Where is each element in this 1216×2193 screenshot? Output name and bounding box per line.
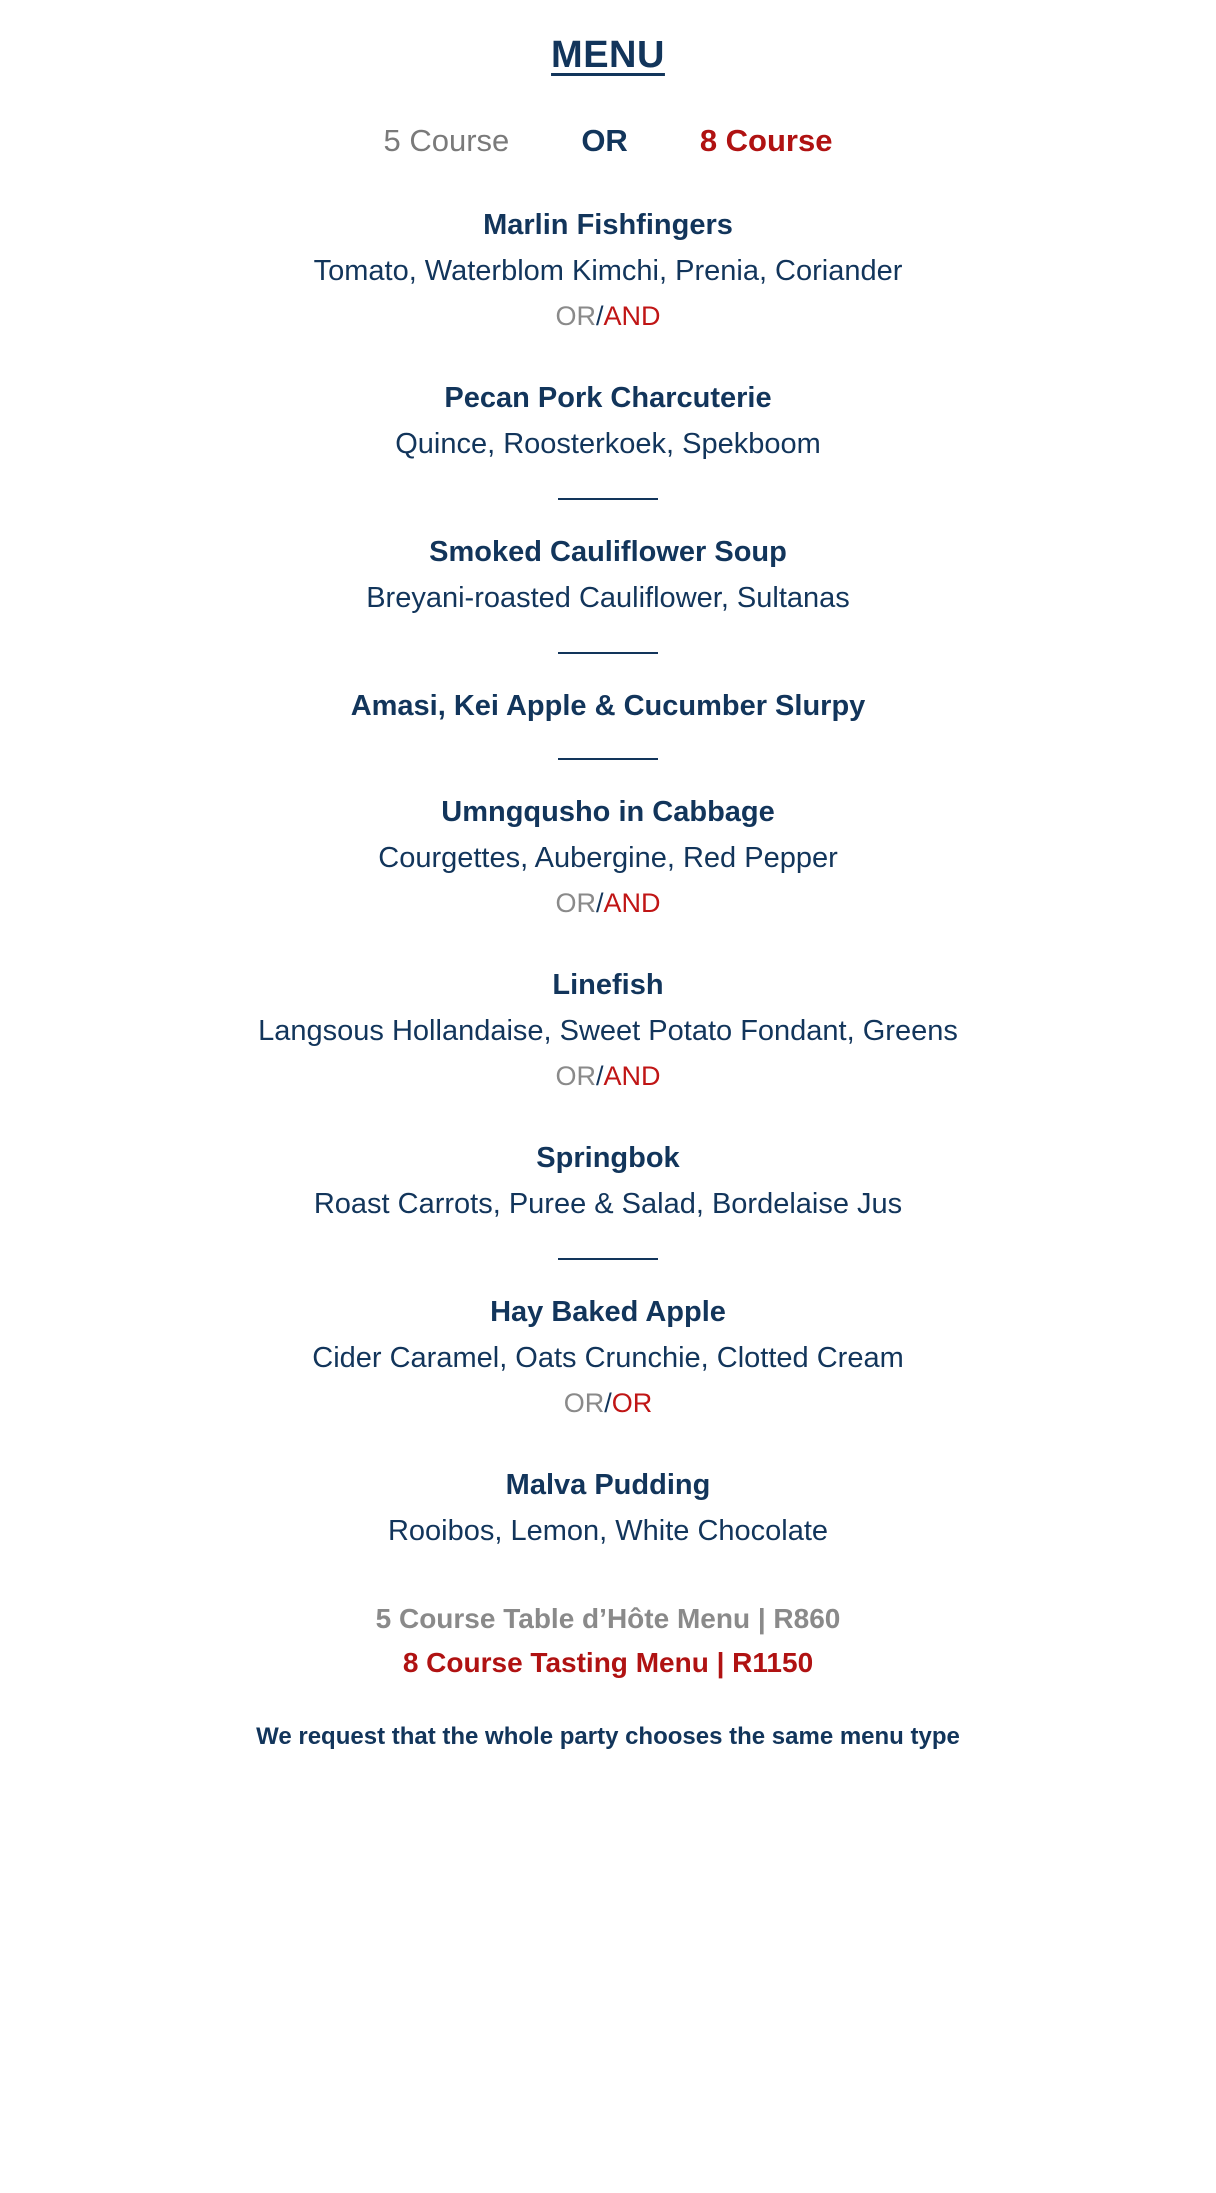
- connector-or: OR: [555, 1061, 596, 1092]
- section-divider: [558, 652, 658, 654]
- course-option-separator: OR: [581, 123, 628, 158]
- dish-name: Pecan Pork Charcuterie: [444, 382, 772, 415]
- connector-slash: /: [604, 1388, 612, 1419]
- dish-description: Tomato, Waterblom Kimchi, Prenia, Coriander: [313, 255, 903, 288]
- connector-or-red: OR: [611, 1388, 653, 1419]
- course-item: [0, 380, 1216, 464]
- connector-slash: /: [595, 888, 604, 919]
- section-divider: [558, 1258, 658, 1260]
- course-item: [0, 688, 1216, 724]
- course-choice-row: [0, 123, 1216, 159]
- connector-and: AND: [603, 300, 661, 331]
- price-eight-course: 8 Course Tasting Menu | R1150: [402, 1647, 814, 1679]
- dish-description: Cider Caramel, Oats Crunchie, Clotted Cream: [312, 1342, 904, 1375]
- course-item: [0, 967, 1216, 1094]
- connector-or: OR: [555, 888, 596, 919]
- dish-description: Rooibos, Lemon, White Chocolate: [387, 1515, 829, 1548]
- or-and-connector: [0, 299, 1216, 334]
- course-item: [0, 1140, 1216, 1224]
- course-option-5: 5 Course: [383, 123, 510, 158]
- course-item: [0, 207, 1216, 334]
- connector-slash: /: [595, 300, 604, 331]
- or-and-connector: [0, 1059, 1216, 1094]
- party-note: We request that the whole party chooses the same menu type: [256, 1723, 960, 1751]
- dish-name: Hay Baked Apple: [490, 1296, 726, 1329]
- course-item: [0, 1294, 1216, 1421]
- connector-and: AND: [603, 888, 661, 919]
- section-divider: [558, 498, 658, 500]
- price-five-course: 5 Course Table d’Hôte Menu | R860: [375, 1603, 841, 1635]
- page-title: MENU: [551, 34, 665, 76]
- dish-description: Roast Carrots, Puree & Salad, Bordelaise Jus: [313, 1188, 903, 1221]
- spacer: [0, 921, 1216, 967]
- dish-name: Amasi, Kei Apple & Cucumber Slurpy: [350, 689, 866, 722]
- dish-description: Breyani-roasted Cauliflower, Sultanas: [366, 582, 850, 615]
- course-item: [0, 794, 1216, 921]
- menu-footer: [0, 1603, 1216, 1751]
- connector-slash: /: [595, 1061, 604, 1092]
- dish-name: Linefish: [552, 969, 664, 1002]
- course-option-8: 8 Course: [699, 123, 833, 158]
- connector-and: AND: [603, 1061, 661, 1092]
- dish-name: Umngqusho in Cabbage: [441, 796, 775, 829]
- dish-description: Courgettes, Aubergine, Red Pepper: [378, 842, 838, 875]
- course-item: [0, 534, 1216, 618]
- dish-name: Springbok: [536, 1142, 680, 1175]
- section-divider: [558, 758, 658, 760]
- dish-description: Langsous Hollandaise, Sweet Potato Fondant, Greens: [258, 1015, 958, 1048]
- spacer: [0, 334, 1216, 380]
- connector-or: OR: [555, 300, 596, 331]
- spacer: [0, 1094, 1216, 1140]
- dish-description: Quince, Roosterkoek, Spekboom: [395, 428, 821, 461]
- or-and-connector: [0, 886, 1216, 921]
- spacer: [0, 1421, 1216, 1467]
- course-item: [0, 1467, 1216, 1551]
- connector-or: OR: [563, 1388, 605, 1419]
- dish-name: Marlin Fishfingers: [483, 209, 733, 241]
- dish-name: Malva Pudding: [505, 1469, 711, 1502]
- dish-name: Smoked Cauliflower Soup: [429, 535, 787, 568]
- or-or-connector: [0, 1386, 1216, 1421]
